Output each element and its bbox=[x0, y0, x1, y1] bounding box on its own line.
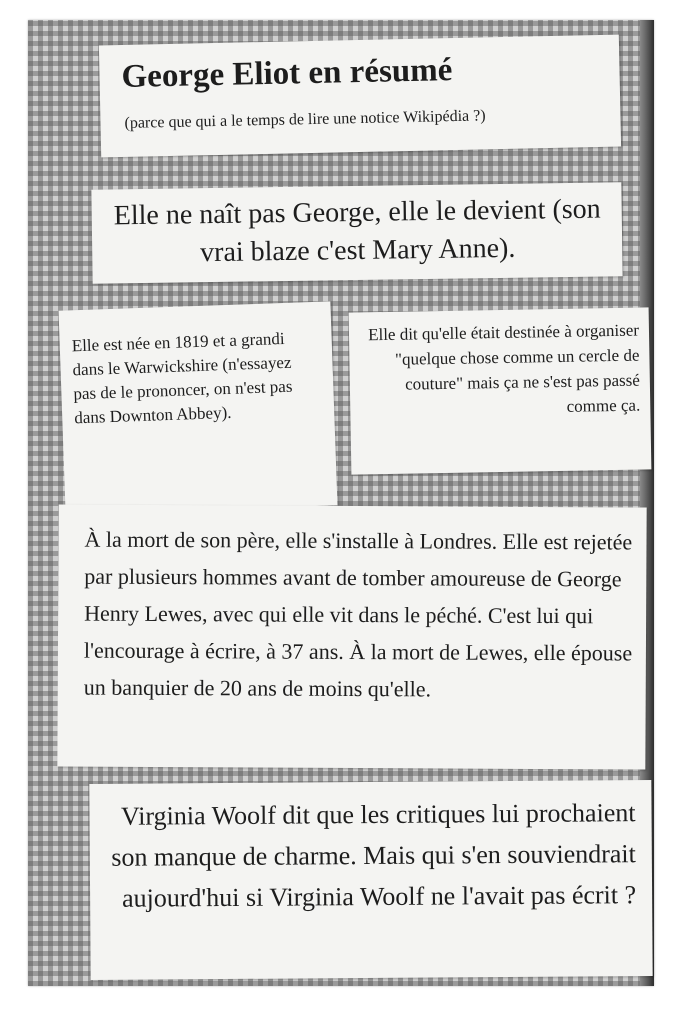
woolf-fact-cutout bbox=[89, 780, 652, 980]
name-fact-cutout bbox=[91, 182, 622, 283]
page-title: George Eliot en résumé bbox=[121, 52, 453, 95]
name-fact-text: Elle ne naît pas George, elle le devient (son vrai blaze c'est Mary Anne). bbox=[113, 193, 601, 269]
sewing-fact-text: Elle dit qu'elle était destinée à organiser "quelque chose comme un cercle de couture" mais ça ne s'est pas passé comme ça. bbox=[367, 320, 641, 416]
title-cutout bbox=[99, 35, 621, 158]
page-subtitle: (parce que qui a le temps de lire une notice Wikipédia ?) bbox=[124, 107, 486, 132]
life-fact-text: À la mort de son père, elle s'installe à Londres. Elle est rejetée par plusieurs hommes avant de tomber amoureuse de George Henry Lewes, avec qui elle vit dans le péché. C'est lui qui l'encourage à écrire, à 37 ans. À la mort de Lewes, elle épouse un banquier de 20 ans de moins qu'elle. bbox=[83, 526, 633, 702]
woolf-fact-text: Virginia Woolf dit que les critiques lui prochaient son manque de charme. Mais qui s'en souviendrait aujourd'hui si Virginia Woolf ne l'avait pas écrit ? bbox=[111, 798, 637, 913]
birth-fact-text: Elle est née en 1819 et a grandi dans le Warwickshire (n'essayez pas de le prononcer, on n'est pas dans Downton Abbey). bbox=[71, 328, 293, 428]
sewing-fact-cutout bbox=[349, 307, 652, 474]
birth-fact-cutout bbox=[59, 301, 338, 514]
life-fact-cutout bbox=[57, 504, 646, 769]
